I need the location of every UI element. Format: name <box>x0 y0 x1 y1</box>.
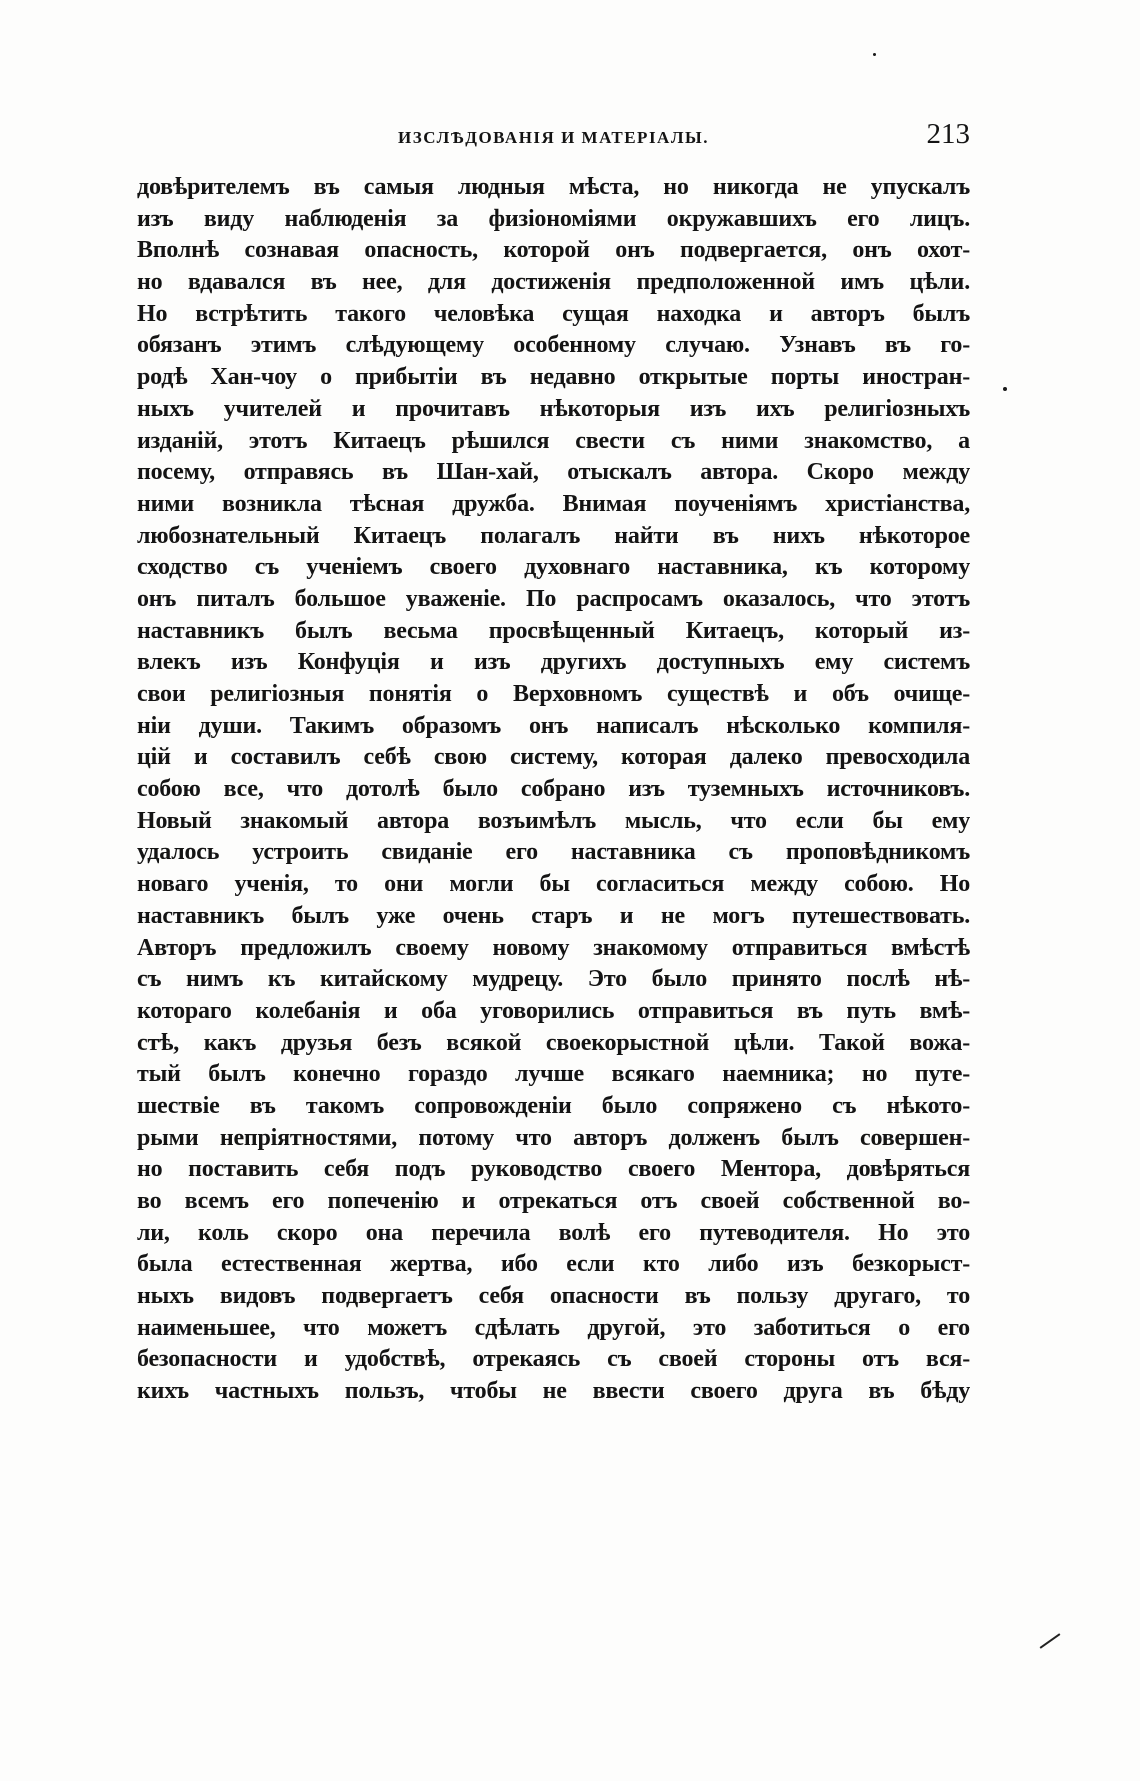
text-line: цій и составилъ себѣ свою систему, которая далеко превосходила <box>137 744 970 771</box>
text-line: онъ питалъ большое уваженіе. По распросамъ оказалось, что этотъ <box>137 585 970 612</box>
text-line: но поставить себя подъ руководство своего Ментора, довѣряться <box>137 1156 970 1183</box>
text-line: во всемъ его попеченію и отрекаться отъ своей собственной во- <box>137 1188 970 1214</box>
text-line: рыми непріятностями, потому что авторъ долженъ былъ совершен- <box>137 1124 970 1151</box>
page-header <box>137 118 970 158</box>
text-line: обязанъ этимъ слѣдующему особенному случаю. Узнавъ въ го- <box>137 332 970 359</box>
text-line: довѣрителемъ въ самыя людныя мѣста, но никогда не упускалъ <box>137 174 970 200</box>
text-line: посему, отправясь въ Шан-хай, отыскалъ автора. Скоро между <box>137 459 970 486</box>
text-line: собою все, что дотолѣ было собрано изъ туземныхъ источниковъ. <box>137 776 970 803</box>
text-line: тый былъ конечно гораздо лучше всякаго наемника; но путе- <box>137 1061 970 1088</box>
text-line: удалось устроить свиданіе его наставника съ проповѣдникомъ <box>137 839 970 866</box>
text-line: наставникъ былъ весьма просвѣщенный Китаецъ, который из- <box>137 617 970 644</box>
text-line: наставникъ былъ уже очень старъ и не могъ путешествовать. <box>137 902 970 929</box>
text-line: шествіе въ такомъ сопровожденіи было сопряжено съ нѣкото- <box>137 1092 970 1119</box>
text-line: Вполнѣ сознавая опасность, которой онъ подвергается, онъ охот- <box>137 237 970 264</box>
text-line: Новый знакомый автора возъимѣлъ мысль, что если бы ему <box>137 807 970 834</box>
text-line: стѣ, какъ друзья безъ всякой своекорыстной цѣли. Такой вожа- <box>137 1029 970 1056</box>
text-line: была естественная жертва, ибо если кто либо изъ безкорыст- <box>137 1251 970 1278</box>
text-line: ли, коль скоро она перечила волѣ его путеводителя. Но это <box>137 1219 970 1246</box>
text-line: ними возникла тѣсная дружба. Внимая поученіямъ христіанства, <box>137 490 970 517</box>
ink-speck <box>873 53 876 56</box>
ink-mark <box>1040 1633 1061 1648</box>
text-line: ныхъ учителей и прочитавъ нѣкоторыя изъ ихъ религіозныхъ <box>137 395 970 422</box>
text-line: новаго ученія, то они могли бы согласиться между собою. Но <box>137 871 970 898</box>
text-line: свои религіозныя понятія о Верховномъ существѣ и объ очище- <box>137 681 970 707</box>
text-line: кихъ частныхъ пользъ, чтобы не ввести своего друга въ бѣду <box>137 1378 970 1405</box>
text-line: котораго колебанія и оба уговорились отправиться въ путь вмѣ- <box>137 997 970 1024</box>
text-line: ніи души. Такимъ образомъ онъ написалъ нѣсколько компиля- <box>137 712 970 739</box>
text-line: изданій, этотъ Китаецъ рѣшился свести съ ними знакомство, а <box>137 427 970 454</box>
ink-speck <box>1003 387 1007 391</box>
text-line: наименьшее, что можетъ сдѣлать другой, это заботиться о его <box>137 1314 970 1341</box>
text-line: безопасности и удобствѣ, отрекаясь съ своей стороны отъ вся- <box>137 1346 970 1373</box>
body-text <box>137 172 970 1408</box>
text-line: Но встрѣтить такого человѣка сущая находка и авторъ былъ <box>137 300 970 327</box>
running-head: ИЗСЛѢДОВАНІЯ И МАТЕРІАЛЫ. <box>398 128 709 147</box>
text-line: изъ виду наблюденія за физіономіями окружавшихъ его лицъ. <box>137 205 970 232</box>
text-line: любознательный Китаецъ полагалъ найти въ нихъ нѣкоторое <box>137 522 970 549</box>
text-line: съ нимъ къ китайскому мудрецу. Это было принято послѣ нѣ- <box>137 966 970 993</box>
text-line: но вдавался въ нее, для достиженія предположенной имъ цѣли. <box>137 269 970 296</box>
text-line: сходство съ ученіемъ своего духовнаго наставника, къ которому <box>137 554 970 581</box>
text-line: ныхъ видовъ подвергаетъ себя опасности въ пользу другаго, то <box>137 1283 970 1310</box>
page-number: 213 <box>926 118 970 150</box>
text-line: Авторъ предложилъ своему новому знакомому отправиться вмѣстѣ <box>137 934 970 961</box>
text-line: родѣ Хан-чоу о прибытіи въ недавно открытые порты иностран- <box>137 364 970 391</box>
text-line: влекъ изъ Конфуція и изъ другихъ доступныхъ ему системъ <box>137 649 970 676</box>
